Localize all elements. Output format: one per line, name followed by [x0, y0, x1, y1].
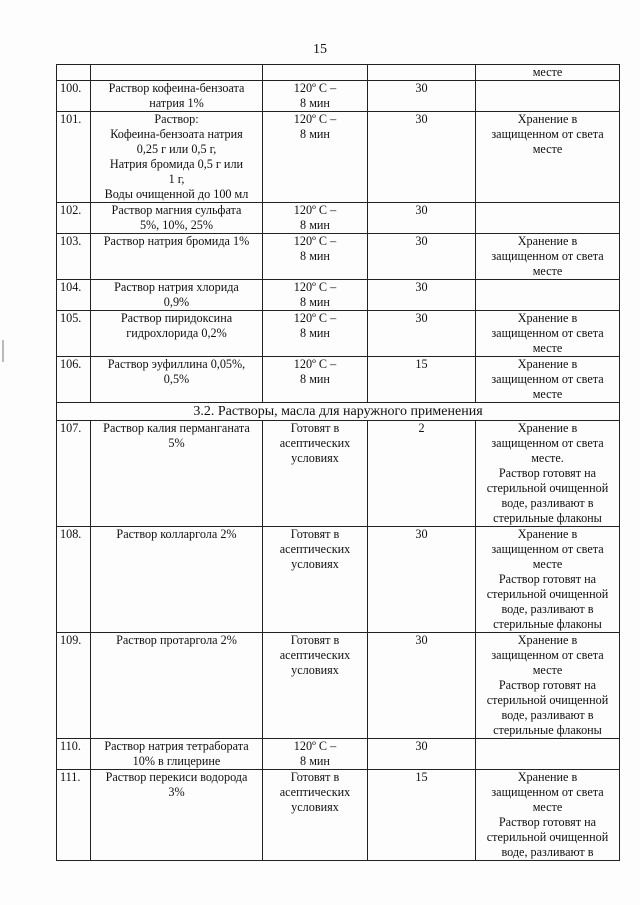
row-number-cell: 103. [57, 234, 91, 280]
table-row [57, 739, 620, 770]
time-cell [368, 65, 476, 81]
preparation-name-cell: Раствор магния сульфата 5%, 10%, 25% [91, 203, 263, 234]
table-row [57, 311, 620, 357]
preparation-name-cell: Раствор натрия бромида 1% [91, 234, 263, 280]
sterilization-mode-cell: 120º С – 8 мин [263, 311, 368, 357]
table-row [57, 357, 620, 403]
time-cell: 15 [368, 357, 476, 403]
row-number-cell: 107. [57, 421, 91, 527]
note-cell [476, 81, 620, 112]
row-number-cell: 109. [57, 633, 91, 739]
sterilization-mode-cell: 120º С – 8 мин [263, 234, 368, 280]
sterilization-mode-cell: Готовят в асептических условиях [263, 527, 368, 633]
row-number-cell [57, 65, 91, 81]
preparation-name-cell: Раствор калия перманганата 5% [91, 421, 263, 527]
note-cell [476, 280, 620, 311]
sterilization-mode-cell: 120º С – 8 мин [263, 739, 368, 770]
preparation-name-cell: Раствор: Кофеина-бензоата натрия 0,25 г или 0,5 г, Натрия бромида 0,5 г или 1 г, Воды очищенной до 100 мл [91, 112, 263, 203]
time-cell: 30 [368, 633, 476, 739]
scan-margin-mark [2, 340, 4, 362]
note-cell: Хранение в защищенном от света месте Раствор готовят на стерильной очищенной воде, разливают в стерильные флаконы [476, 527, 620, 633]
note-cell [476, 203, 620, 234]
note-cell: Хранение в защищенном от света месте. Раствор готовят на стерильной очищенной воде, разливают в стерильные флаконы [476, 421, 620, 527]
sterilization-mode-cell: Готовят в асептических условиях [263, 421, 368, 527]
section-title: 3.2. Растворы, масла для наружного применения [57, 403, 620, 421]
table-row [57, 770, 620, 861]
preparation-name-cell: Раствор натрия тетрабората 10% в глицерине [91, 739, 263, 770]
time-cell: 30 [368, 234, 476, 280]
row-number-cell: 100. [57, 81, 91, 112]
note-cell: месте [476, 65, 620, 81]
table-row [57, 112, 620, 203]
preparation-name-cell: Раствор эуфиллина 0,05%, 0,5% [91, 357, 263, 403]
row-number-cell: 110. [57, 739, 91, 770]
sterilization-mode-cell: Готовят в асептических условиях [263, 770, 368, 861]
table-row [57, 65, 620, 81]
time-cell: 30 [368, 112, 476, 203]
preparation-name-cell: Раствор кофеина-бензоата натрия 1% [91, 81, 263, 112]
row-number-cell: 111. [57, 770, 91, 861]
sterilization-mode-cell [263, 65, 368, 81]
note-cell: Хранение в защищенном от света месте Раствор готовят на стерильной очищенной воде, разливают в стерильные флаконы [476, 633, 620, 739]
time-cell: 2 [368, 421, 476, 527]
row-number-cell: 108. [57, 527, 91, 633]
preparation-name-cell: Раствор перекиси водорода 3% [91, 770, 263, 861]
note-cell: Хранение в защищенном от света месте [476, 234, 620, 280]
section-header-row [57, 403, 620, 421]
note-cell: Хранение в защищенном от света месте Раствор готовят на стерильной очищенной воде, разливают в [476, 770, 620, 861]
preparation-name-cell [91, 65, 263, 81]
time-cell: 30 [368, 203, 476, 234]
preparation-name-cell: Раствор колларгола 2% [91, 527, 263, 633]
row-number-cell: 105. [57, 311, 91, 357]
table-row [57, 421, 620, 527]
row-number-cell: 101. [57, 112, 91, 203]
sterilization-mode-cell: 120º С – 8 мин [263, 280, 368, 311]
time-cell: 30 [368, 311, 476, 357]
note-cell: Хранение в защищенном от света месте [476, 311, 620, 357]
table-row [57, 527, 620, 633]
row-number-cell: 104. [57, 280, 91, 311]
sterilization-mode-cell: 120º С – 8 мин [263, 112, 368, 203]
table-row [57, 234, 620, 280]
time-cell: 15 [368, 770, 476, 861]
table-row [57, 633, 620, 739]
time-cell: 30 [368, 81, 476, 112]
row-number-cell: 102. [57, 203, 91, 234]
sterilization-mode-cell: 120º С – 8 мин [263, 203, 368, 234]
page-number: 15 [313, 42, 327, 57]
sterilization-mode-cell: 120º С – 8 мин [263, 357, 368, 403]
preparation-name-cell: Раствор пиридоксина гидрохлорида 0,2% [91, 311, 263, 357]
note-cell [476, 739, 620, 770]
time-cell: 30 [368, 739, 476, 770]
table-row [57, 203, 620, 234]
table-row [57, 81, 620, 112]
sterilization-mode-cell: 120º С – 8 мин [263, 81, 368, 112]
row-number-cell: 106. [57, 357, 91, 403]
sterilization-mode-cell: Готовят в асептических условиях [263, 633, 368, 739]
table-row [57, 280, 620, 311]
preparations-table [56, 64, 620, 861]
time-cell: 30 [368, 527, 476, 633]
preparation-name-cell: Раствор протаргола 2% [91, 633, 263, 739]
note-cell: Хранение в защищенном от света месте [476, 112, 620, 203]
note-cell: Хранение в защищенном от света месте [476, 357, 620, 403]
time-cell: 30 [368, 280, 476, 311]
preparation-name-cell: Раствор натрия хлорида 0,9% [91, 280, 263, 311]
